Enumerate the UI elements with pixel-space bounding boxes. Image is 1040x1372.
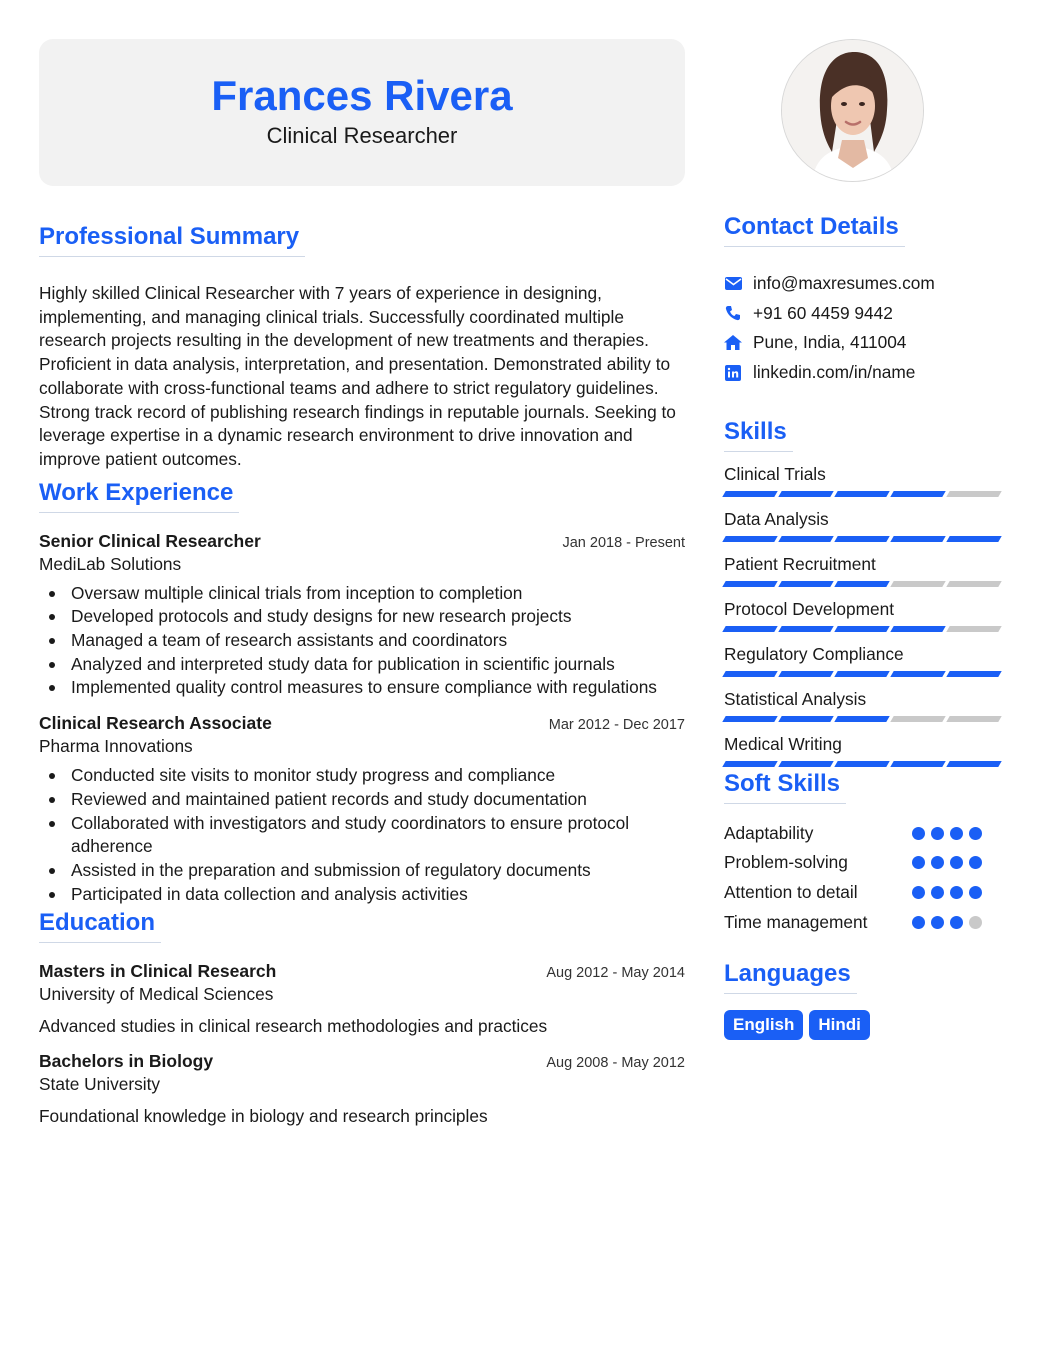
phone-text: +91 60 4459 9442 [753, 302, 893, 323]
soft-skill-name: Attention to detail [724, 882, 858, 903]
skill-level-segment [834, 491, 889, 497]
skill-name: Patient Recruitment [724, 554, 876, 575]
right-column [724, 212, 1000, 1040]
email-text: info@maxresumes.com [753, 273, 935, 294]
candidate-name: Frances Rivera [211, 72, 513, 119]
skill-name: Statistical Analysis [724, 689, 867, 710]
degree-title: Bachelors in Biology [39, 1051, 214, 1072]
bullet-item: Participated in data collection and analysis activities [39, 883, 685, 907]
skill-level-bar [724, 581, 1000, 587]
skill-level-segment [834, 761, 889, 767]
soft-skill-name: Adaptability [724, 822, 814, 843]
skill-level-segment [946, 581, 1001, 587]
skill-level-segment [890, 626, 945, 632]
skill-name: Regulatory Compliance [724, 644, 904, 665]
rating-dot [950, 827, 963, 840]
skill-level-segment [834, 536, 889, 542]
skill-level-segment [722, 716, 777, 722]
contact-heading: Contact Details [724, 212, 905, 247]
skill-level-bar [724, 671, 1000, 677]
skill-item [724, 687, 1000, 722]
skill-level-segment [834, 626, 889, 632]
job-bullets [39, 582, 685, 701]
candidate-role: Clinical Researcher [266, 123, 458, 148]
education-description: Foundational knowledge in biology and research principles [39, 1106, 488, 1127]
soft-skill-rating [912, 827, 1000, 840]
skill-level-bar [724, 626, 1000, 632]
skill-level-segment [778, 581, 833, 587]
skill-item [724, 507, 1000, 542]
job-date: Mar 2012 - Dec 2017 [548, 717, 685, 734]
skill-level-segment [778, 536, 833, 542]
linkedin-text: linkedin.com/in/name [753, 362, 916, 383]
summary-text: Highly skilled Clinical Researcher with 7 years of experience in designing, implementing, and managing clinical trials. Successfully coordinated multiple research projects resulting in the development of new treatments and therapies. Proficient in data analysis, interpretation, and presentation. Demonstrated ability to collaborate with cross-functional teams and adhere to strict regulatory guidelines. Strong track record of publishing research findings in reputable journals. Seeking to leverage expertise in a dynamic research environment to drive innovation and improve patient outcomes. [39, 283, 676, 469]
left-column [39, 222, 685, 1128]
bullet-item: Reviewed and maintained patient records and study documentation [39, 788, 685, 812]
skill-level-bar [724, 491, 1000, 497]
skill-level-segment [778, 671, 833, 677]
soft-skill-item [724, 907, 1000, 937]
bullet-item: Developed protocols and study designs for new research projects [39, 605, 685, 629]
skills-list [724, 462, 1000, 767]
language-badge: English [724, 1010, 803, 1040]
soft-skills-list [724, 818, 1000, 937]
skill-level-bar [724, 761, 1000, 767]
skill-level-segment [890, 761, 945, 767]
skill-level-segment [890, 671, 945, 677]
bullet-item: Implemented quality control measures to ensure compliance with regulations [39, 676, 685, 700]
rating-dot [931, 886, 944, 899]
envelope-icon [724, 275, 742, 293]
rating-dot [950, 886, 963, 899]
rating-dot [912, 886, 925, 899]
rating-dot [969, 856, 982, 869]
skill-level-segment [722, 491, 777, 497]
skill-item [724, 732, 1000, 767]
skill-level-bar [724, 716, 1000, 722]
skill-name: Data Analysis [724, 509, 829, 530]
skill-level-segment [722, 581, 777, 587]
skill-level-segment [946, 491, 1001, 497]
soft-skill-rating [912, 916, 1000, 929]
skill-item [724, 597, 1000, 632]
rating-dot [950, 916, 963, 929]
header-box [39, 39, 685, 186]
soft-skill-item [724, 878, 1000, 908]
degree-title: Masters in Clinical Research [39, 961, 277, 982]
contact-list [724, 269, 1000, 387]
education-entry [39, 960, 685, 1038]
profile-photo [781, 39, 924, 182]
skill-level-segment [778, 761, 833, 767]
skill-level-bar [724, 536, 1000, 542]
job-company: Pharma Innovations [39, 736, 193, 757]
language-badge: Hindi [809, 1010, 870, 1040]
skill-name: Protocol Development [724, 599, 895, 620]
portrait-image [782, 40, 924, 182]
rating-dot [912, 827, 925, 840]
languages-list [724, 1010, 1000, 1040]
bullet-item: Conducted site visits to monitor study progress and compliance [39, 764, 685, 788]
contact-linkedin[interactable] [724, 358, 1000, 388]
skill-level-segment [834, 581, 889, 587]
education-description: Advanced studies in clinical research methodologies and practices [39, 1016, 548, 1037]
contact-phone[interactable] [724, 299, 1000, 329]
address-text: Pune, India, 411004 [753, 332, 907, 353]
rating-dot [950, 856, 963, 869]
skill-item [724, 552, 1000, 587]
contact-email[interactable] [724, 269, 1000, 299]
soft-skill-name: Time management [724, 911, 868, 932]
skill-item [724, 642, 1000, 677]
rating-dot [912, 916, 925, 929]
job-date: Jan 2018 - Present [562, 534, 685, 551]
soft-skill-name: Problem-solving [724, 852, 848, 873]
summary-heading: Professional Summary [39, 222, 305, 257]
job-bullets [39, 764, 685, 906]
bullet-item: Managed a team of research assistants and coordinators [39, 629, 685, 653]
rating-dot [912, 856, 925, 869]
rating-dot [931, 827, 944, 840]
rating-dot [931, 916, 944, 929]
soft-skill-rating [912, 856, 1000, 869]
skill-name: Clinical Trials [724, 464, 826, 485]
bullet-item: Oversaw multiple clinical trials from inception to completion [39, 582, 685, 606]
skill-level-segment [722, 536, 777, 542]
skill-level-segment [946, 761, 1001, 767]
skill-level-segment [722, 671, 777, 677]
school-name: University of Medical Sciences [39, 984, 274, 1005]
bullet-item: Collaborated with investigators and study coordinators to ensure protocol adherence [39, 812, 685, 859]
linkedin-icon [724, 364, 742, 382]
languages-heading: Languages [724, 959, 857, 994]
soft-skill-rating [912, 886, 1000, 899]
job-company: MediLab Solutions [39, 553, 182, 574]
skill-level-segment [834, 671, 889, 677]
soft-skill-item [724, 848, 1000, 878]
skill-level-segment [722, 626, 777, 632]
skill-level-segment [890, 716, 945, 722]
home-icon [724, 334, 742, 352]
skill-level-segment [890, 581, 945, 587]
soft-skills-heading: Soft Skills [724, 769, 846, 804]
skill-level-segment [946, 716, 1001, 722]
education-entry [39, 1050, 685, 1128]
job-entry [39, 530, 685, 701]
skill-name: Medical Writing [724, 734, 842, 755]
rating-dot [969, 916, 982, 929]
job-title: Clinical Research Associate [39, 713, 272, 734]
education-heading: Education [39, 908, 161, 943]
phone-icon [724, 304, 742, 322]
rating-dot [931, 856, 944, 869]
skill-level-segment [890, 491, 945, 497]
skill-level-segment [778, 491, 833, 497]
skill-level-segment [834, 716, 889, 722]
experience-heading: Work Experience [39, 478, 239, 513]
education-date: Aug 2012 - May 2014 [546, 965, 685, 982]
contact-address [724, 328, 1000, 358]
rating-dot [969, 886, 982, 899]
skill-level-segment [778, 716, 833, 722]
rating-dot [969, 827, 982, 840]
skill-level-segment [946, 536, 1001, 542]
bullet-item: Analyzed and interpreted study data for publication in scientific journals [39, 653, 685, 677]
skill-level-segment [778, 626, 833, 632]
skill-level-segment [946, 671, 1001, 677]
skill-level-segment [722, 761, 777, 767]
bullet-item: Assisted in the preparation and submission of regulatory documents [39, 859, 685, 883]
soft-skill-item [724, 818, 1000, 848]
skill-item [724, 462, 1000, 497]
skill-level-segment [890, 536, 945, 542]
job-entry [39, 712, 685, 906]
school-name: State University [39, 1074, 161, 1095]
education-date: Aug 2008 - May 2012 [546, 1055, 685, 1072]
skill-level-segment [946, 626, 1001, 632]
job-title: Senior Clinical Researcher [39, 530, 261, 551]
skills-heading: Skills [724, 417, 793, 452]
